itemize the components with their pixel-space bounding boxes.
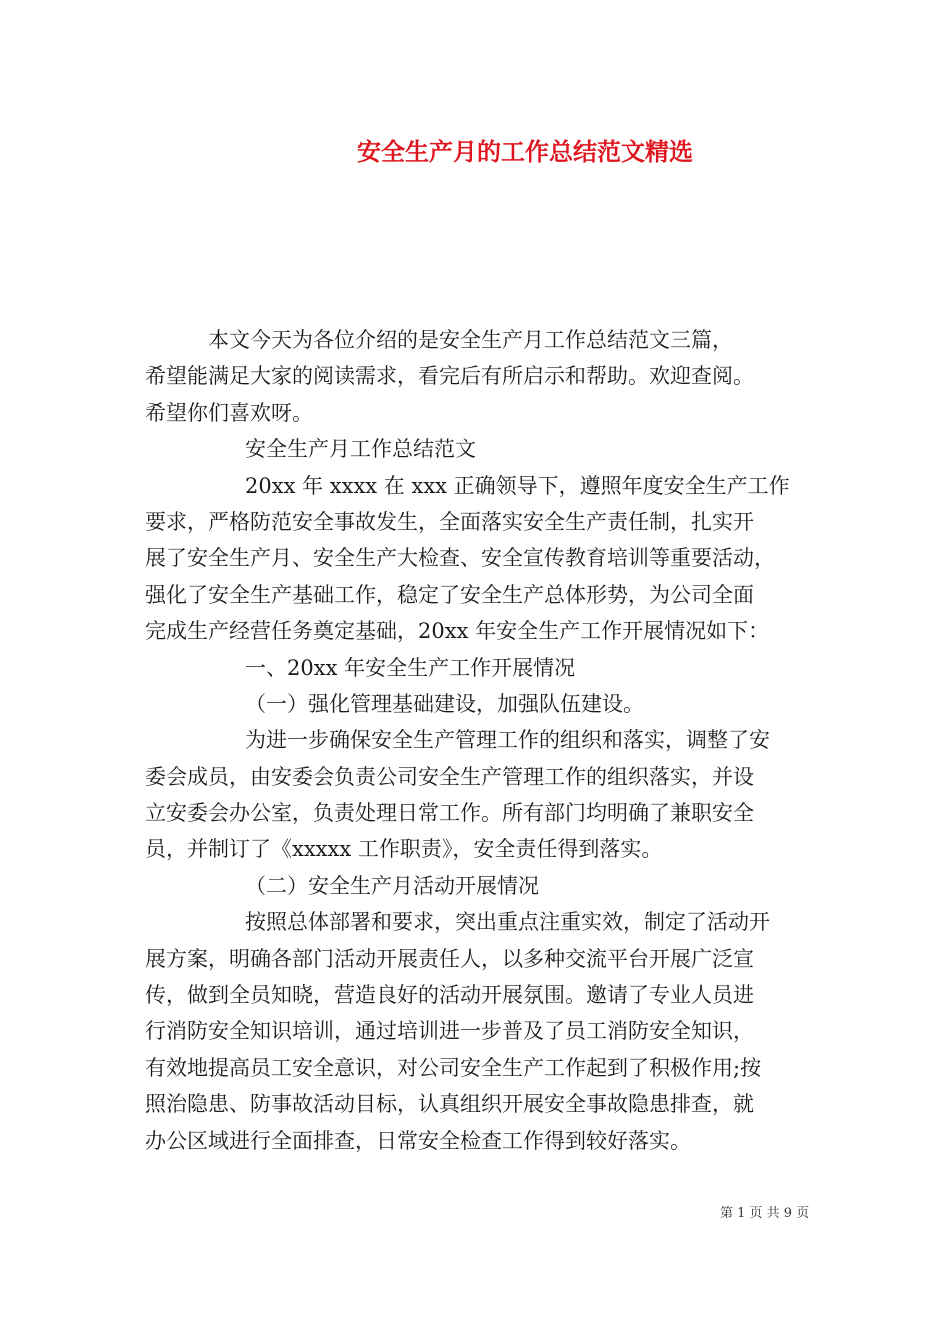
paragraph-line: 本文今天为各位介绍的是安全生产月工作总结范文三篇， bbox=[208, 328, 733, 352]
page-number: 第 1 页 共 9 页 bbox=[720, 1206, 810, 1221]
subsection-heading: （一）强化管理基础建设，加强队伍建设。 bbox=[245, 691, 644, 716]
paragraph-line: 立安委会办公室，负责处理日常工作。所有部门均明确了兼职安全 bbox=[145, 801, 754, 826]
paragraph-line: 要求，严格防范安全事故发生，全面落实安全生产责任制，扎实开 bbox=[145, 509, 754, 534]
paragraph-line: 20xx 年 xxxx 在 xxx 正确领导下，遵照年度安全生产工作 bbox=[245, 473, 790, 498]
paragraph-line: 照治隐患、防事故活动目标，认真组织开展安全事故隐患排查，就 bbox=[145, 1092, 754, 1117]
paragraph-line: 行消防安全知识培训，通过培训进一步普及了员工消防安全知识， bbox=[145, 1019, 754, 1044]
paragraph-line: 办公区域进行全面排查，日常安全检查工作得到较好落实。 bbox=[145, 1128, 691, 1153]
paragraph-line: 强化了安全生产基础工作，稳定了安全生产总体形势，为公司全面 bbox=[145, 582, 754, 607]
paragraph-line: 展了安全生产月、安全生产大检查、安全宣传教育培训等重要活动， bbox=[145, 546, 775, 571]
paragraph-line: 委会成员，由安委会负责公司安全生产管理工作的组织落实，并设 bbox=[145, 764, 754, 789]
document-body bbox=[145, 322, 825, 1159]
section-heading: 一、20xx 年安全生产工作开展情况 bbox=[245, 655, 576, 680]
paragraph-line: 希望能满足大家的阅读需求，看完后有所启示和帮助。欢迎查阅。 bbox=[145, 364, 754, 389]
paragraph-line: 希望你们喜欢呀。 bbox=[145, 400, 313, 425]
paragraph-line: 为进一步确保安全生产管理工作的组织和落实，调整了安 bbox=[245, 728, 770, 753]
paragraph-line: 完成生产经营任务奠定基础，20xx 年安全生产工作开展情况如下： bbox=[145, 619, 770, 644]
document-title: 安全生产月的工作总结范文精选 bbox=[357, 138, 693, 166]
section-heading: 安全生产月工作总结范文 bbox=[245, 437, 476, 462]
paragraph-line: 按照总体部署和要求，突出重点注重实效，制定了活动开 bbox=[245, 910, 770, 935]
paragraph-line: 员，并制订了《xxxxx 工作职责》，安全责任得到落实。 bbox=[145, 837, 663, 862]
paragraph-line: 展方案，明确各部门活动开展责任人，以多种交流平台开展广泛宣 bbox=[145, 946, 754, 971]
paragraph-line: 有效地提高员工安全意识，对公司安全生产工作起到了积极作用;按 bbox=[145, 1055, 762, 1080]
subsection-heading: （二）安全生产月活动开展情况 bbox=[245, 873, 539, 898]
paragraph-line: 传，做到全员知晓，营造良好的活动开展氛围。邀请了专业人员进 bbox=[145, 983, 754, 1008]
